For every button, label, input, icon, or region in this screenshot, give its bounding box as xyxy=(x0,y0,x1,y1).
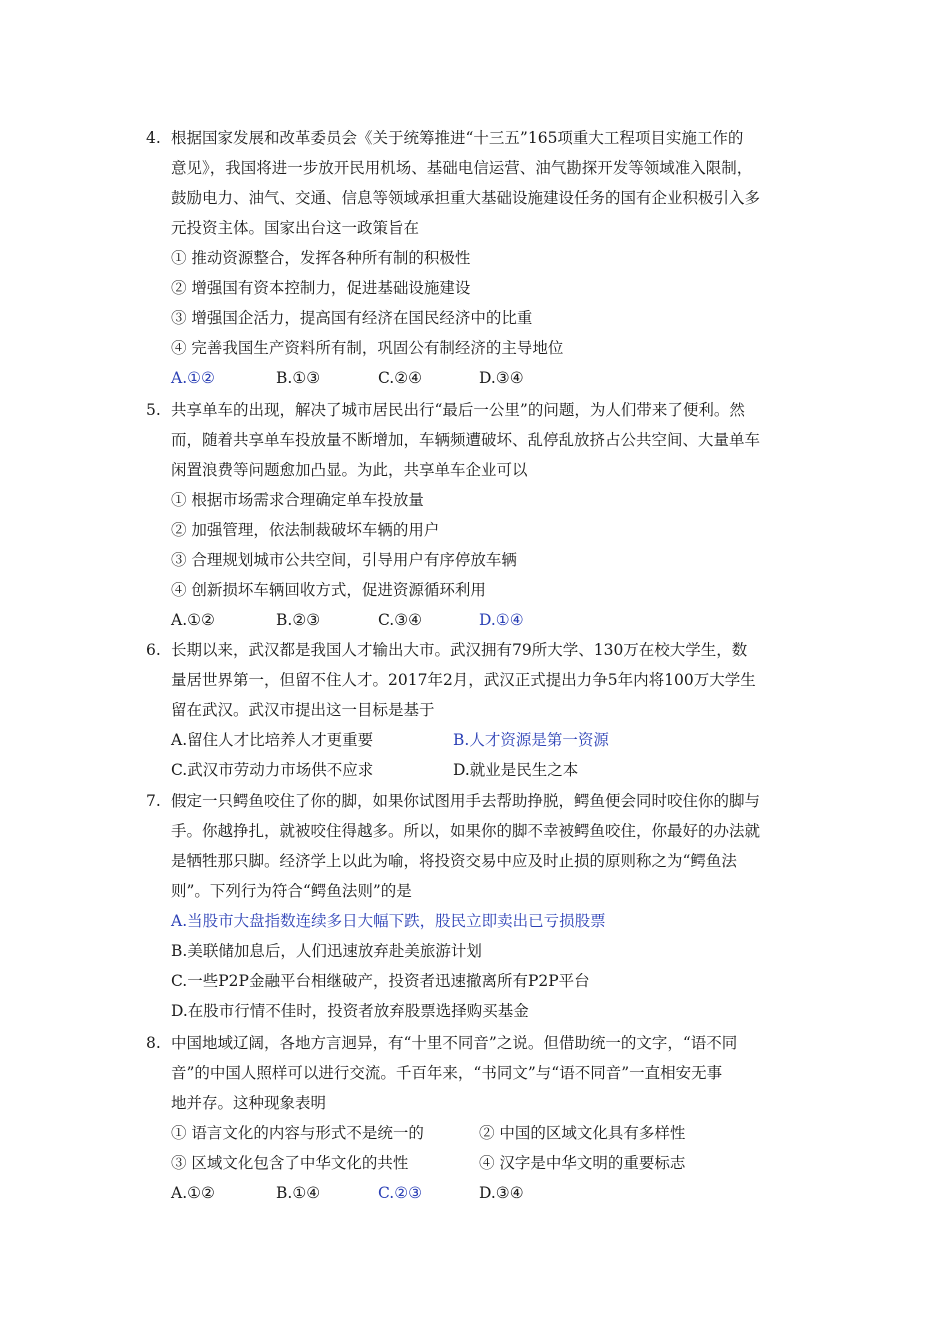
options-row xyxy=(171,605,826,635)
statement-item: ③ 合理规划城市公共空间，引导用户有序停放车辆 xyxy=(171,551,517,569)
question-stem-line: 假定一只鳄鱼咬住了你的脚，如果你试图用手去帮助挣脱，鳄鱼便会同时咬住你的脚与 xyxy=(171,792,761,810)
options-row xyxy=(171,1178,826,1208)
question-stem-line: 地并存。这种现象表明 xyxy=(171,1094,327,1112)
question-stem-line: 意见》，我国将进一步放开民用机场、基础电信运营、油气勘探开发等领域准入限制， xyxy=(171,159,753,177)
statement-item: ④ 创新损坏车辆回收方式，促进资源循环利用 xyxy=(171,581,486,599)
statement-item: ② 增强国有资本控制力，促进基础设施建设 xyxy=(171,279,471,297)
question-5 xyxy=(146,395,826,635)
option-d: D.③④ xyxy=(479,1184,524,1202)
question-8 xyxy=(146,1028,826,1208)
question-stem-line: 是牺牲那只脚。经济学上以此为喻，将投资交易中应及时止损的原则称之为“鳄鱼法 xyxy=(171,852,737,870)
option-c-answer: C.②③ xyxy=(378,1184,423,1202)
options-row xyxy=(171,755,826,785)
statement-item: ③ 区域文化包含了中华文化的共性 xyxy=(171,1154,409,1172)
question-stem-line: 元投资主体。国家出台这一政策旨在 xyxy=(171,219,420,237)
option-b-answer: B.人才资源是第一资源 xyxy=(453,731,609,749)
question-stem-line: 音”的中国人照样可以进行交流。千百年来，“书同文”与“语不同音”一直相安无事 xyxy=(171,1064,723,1082)
question-stem-line: 中国地域辽阔，各地方言迥异，有“十里不同音”之说。但借助统一的文字，“语不同 xyxy=(171,1034,738,1052)
option-d: D.在股市行情不佳时，投资者放弃股票选择购买基金 xyxy=(171,1002,529,1020)
option-b: B.①④ xyxy=(276,1184,321,1202)
option-a-answer: A.当股市大盘指数连续多日大幅下跌，股民立即卖出已亏损股票 xyxy=(171,912,606,930)
question-number: 4. xyxy=(146,129,161,147)
option-b: B.①③ xyxy=(276,369,321,387)
statement-item: ④ 完善我国生产资料所有制，巩固公有制经济的主导地位 xyxy=(171,339,564,357)
statement-item: ③ 增强国企活力，提高国有经济在国民经济中的比重 xyxy=(171,309,533,327)
option-d-answer: D.①④ xyxy=(479,611,524,629)
option-a-answer: A.①② xyxy=(171,369,215,387)
option-c: C.③④ xyxy=(378,611,423,629)
option-c: C.②④ xyxy=(378,369,423,387)
option-b: B.②③ xyxy=(276,611,321,629)
option-d: D.就业是民生之本 xyxy=(453,761,579,779)
statement-item: ① 推动资源整合，发挥各种所有制的积极性 xyxy=(171,249,471,267)
options-row xyxy=(171,363,826,393)
question-7 xyxy=(146,786,826,1026)
options-row xyxy=(171,725,826,755)
question-stem-line: 鼓励电力、油气、交通、信息等领域承担重大基础设施建设任务的国有企业积极引入多 xyxy=(171,189,761,207)
statement-item: ① 语言文化的内容与形式不是统一的 xyxy=(171,1124,424,1142)
option-b: B.美联储加息后，人们迅速放弃赴美旅游计划 xyxy=(171,942,482,960)
question-stem-line: 量居世界第一，但留不住人才。2017年2月，武汉正式提出力争5年内将100万大学生 xyxy=(171,671,756,689)
question-6 xyxy=(146,635,826,785)
question-stem-line: 根据国家发展和改革委员会《关于统筹推进“十三五”165项重大工程项目实施工作的 xyxy=(171,129,744,147)
statement-item: ④ 汉字是中华文明的重要标志 xyxy=(479,1154,686,1172)
question-number: 5. xyxy=(146,401,161,419)
option-a: A.①② xyxy=(171,1184,215,1202)
statement-item: ② 中国的区域文化具有多样性 xyxy=(479,1124,686,1142)
statement-item: ① 根据市场需求合理确定单车投放量 xyxy=(171,491,424,509)
question-stem-line: 闲置浪费等问题愈加凸显。为此，共享单车企业可以 xyxy=(171,461,528,479)
question-4 xyxy=(146,123,826,393)
question-number: 8. xyxy=(146,1034,161,1052)
question-stem-line: 留在武汉。武汉市提出这一目标是基于 xyxy=(171,701,435,719)
option-c: C.一些P2P金融平台相继破产，投资者迅速撤离所有P2P平台 xyxy=(171,972,590,990)
statement-item: ② 加强管理，依法制裁破坏车辆的用户 xyxy=(171,521,440,539)
option-c: C.武汉市劳动力市场供不应求 xyxy=(171,761,374,779)
question-stem-line: 手。你越挣扎，就被咬住得越多。所以，如果你的脚不幸被鳄鱼咬住，你最好的办法就 xyxy=(171,822,761,840)
question-stem-line: 而，随着共享单车投放量不断增加，车辆频遭破坏、乱停乱放挤占公共空间、大量单车 xyxy=(171,431,761,449)
question-number: 7. xyxy=(146,792,161,810)
question-stem-line: 则”。下列行为符合“鳄鱼法则”的是 xyxy=(171,882,412,900)
option-d: D.③④ xyxy=(479,369,524,387)
question-number: 6. xyxy=(146,641,161,659)
option-a: A.留住人才比培养人才更重要 xyxy=(171,731,374,749)
statement-row xyxy=(171,1118,826,1148)
question-stem-line: 共享单车的出现，解决了城市居民出行“最后一公里”的问题，为人们带来了便利。然 xyxy=(171,401,745,419)
option-a: A.①② xyxy=(171,611,215,629)
question-stem-line: 长期以来，武汉都是我国人才输出大市。武汉拥有79所大学、130万在校大学生，数 xyxy=(171,641,748,659)
statement-row xyxy=(171,1148,826,1178)
